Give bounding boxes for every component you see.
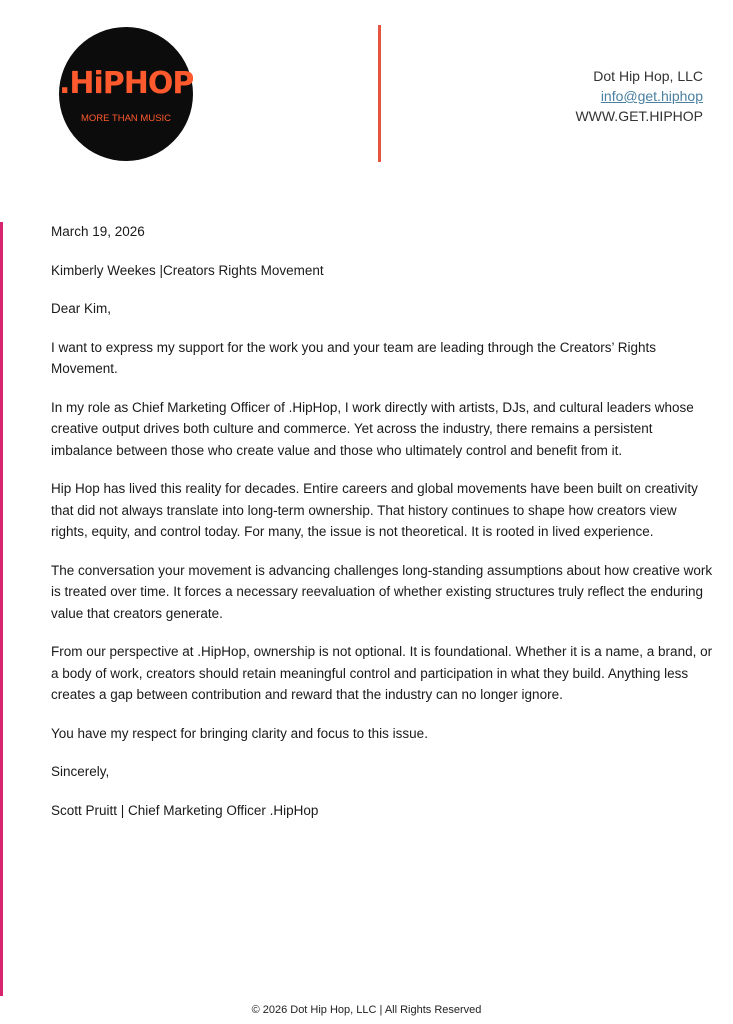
letter-paragraph: From our perspective at .HipHop, ownership is not optional. It is foundational. Whether it is a name, a brand, or a body of work, creators should retain meaningful control and participation in what they build. Anything less creates a gap between contribution and reward that the industry can no longer ignore.	[51, 644, 713, 702]
hiphop-logo	[59, 27, 193, 161]
letter-paragraph: In my role as Chief Marketing Officer of .HipHop, I work directly with artists, DJs, and cultural leaders whose creative output drives both culture and commerce. Yet across the industry, there remains a persistent imbalance between those who create value and those who ultimately control and benefit from it.	[51, 399, 694, 458]
letter-paragraph: The conversation your movement is advancing challenges long-standing assumptions about how creative work is treated over time. It forces a necessary reevaluation of whether existing structures truly reflect the enduring value that creators generate.	[51, 562, 713, 621]
letter-recipient: Kimberly Weekes |Creators Rights Movement	[51, 262, 324, 278]
company-name: Dot Hip Hop, LLC	[593, 68, 703, 84]
letter-date: March 19, 2026	[51, 224, 145, 239]
letter-salutation: Dear Kim,	[51, 301, 112, 316]
email-link[interactable]: info@get.hiphop	[600, 88, 703, 104]
letter-body	[51, 221, 716, 838]
sidebar-accent-bar	[0, 222, 3, 996]
footer-copyright: © 2026 Dot Hip Hop, LLC | All Rights Reserved	[251, 1004, 482, 1016]
letter-paragraph: You have my respect for bringing clarity and focus to this issue.	[51, 725, 428, 741]
letter-signature: Scott Pruitt | Chief Marketing Officer .HipHop	[51, 802, 319, 818]
logo-tagline: MORE THAN MUSIC	[80, 113, 172, 124]
letter-paragraph: Hip Hop has lived this reality for decades. Entire careers and global movements have been built on creativity that did not always translate into long-term ownership. That history continues to shape how creators view rights, equity, and control today. For many, the issue is not theoretical. It is rooted in lived experience.	[51, 481, 698, 539]
letter-closing: Sincerely,	[51, 764, 110, 779]
contact-block	[575, 66, 703, 126]
website-text: WWW.GET.HIPHOP	[575, 108, 703, 124]
letter-paragraph: I want to express my support for the work you and your team are leading through the Creators’ Rights Movement.	[51, 339, 657, 376]
logo-wordmark: .HiPHOP	[59, 66, 194, 101]
header-divider	[378, 25, 381, 162]
